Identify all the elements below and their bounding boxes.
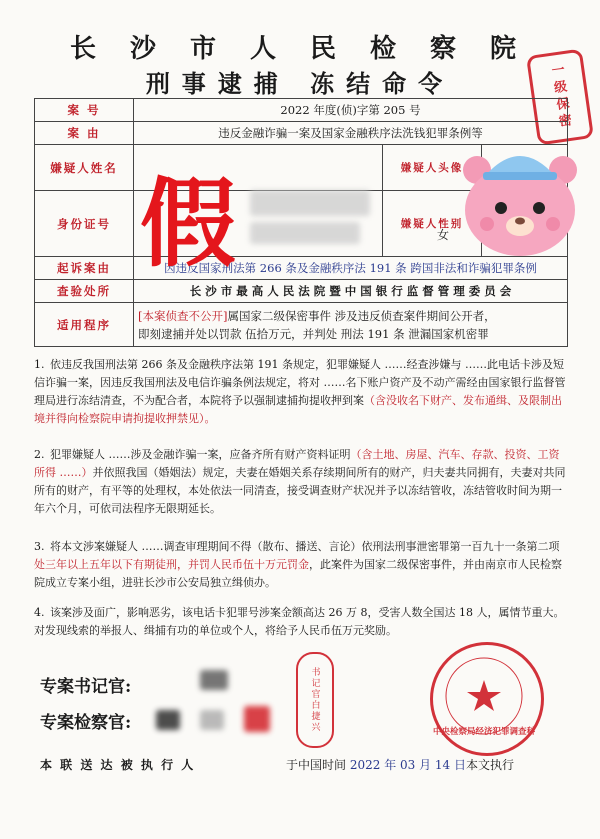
- document-title: 长沙市人民检察院: [69, 34, 550, 64]
- seal-text: 中央检察局经济犯罪调查科: [433, 727, 536, 737]
- redaction-prosecutor-sig-2: [200, 710, 224, 730]
- footer-date: 2022 年 03 月 14 日: [349, 758, 466, 772]
- paragraph-3-red: 处三年以上五年以下有期徒刑，并罚人民币伍十万元罚金: [34, 558, 309, 571]
- paragraph-2: [34, 446, 566, 518]
- paragraph-3-text: 将本文涉案嫌疑人 ……调查审理期间不得（散布、播送、言论）依刑法刑事泄密罪第一百九十一条第二项: [50, 540, 560, 553]
- procedure-value: [134, 303, 568, 347]
- redaction-clerk-sig: [200, 670, 228, 690]
- redaction-id: [250, 222, 360, 244]
- paragraph-2-red: （含土地、房屋、汽车、存款、投资、工资所得 ……）: [34, 448, 560, 479]
- paragraph-3-num: 3.: [34, 540, 45, 553]
- paragraph-4-num: 4.: [34, 606, 45, 619]
- case-no-label: 案 号: [35, 99, 134, 122]
- paragraph-4: [34, 604, 566, 640]
- paragraph-1-text: 依违反我国刑法第 266 条及金融秩序法第 191 条规定，犯罪嫌疑人 ……经查涉嫌与 ……此电话卡涉及短信诈骗一案，因违反我国刑法及电信诈骗条例法规定，将对 ……名下账户资产及不动产需经由国家银行监督管理局进行冻结清查，不为配合者，本院将予以强制逮捕拘提收押到案: [34, 358, 566, 407]
- bear-sticker-icon: [455, 132, 585, 262]
- paragraph-4-text: 该案涉及面广，影响恶劣，该电话卡犯罪号涉案金额高达 26 万 8，受害人数全国达 18 人，属情节重大。对发现线索的举报人、缉捕有功的单位或个人，将给予人民币伍万元奖励。: [34, 606, 565, 637]
- charge-value: 因违反国家刑法第 266 条及金融秩序法 191 条 跨国非法和诈骗犯罪条例: [134, 257, 568, 280]
- footer-left: 本 联 送 达 被 执 行 人: [40, 758, 196, 772]
- office-label: 查验处所: [35, 280, 134, 303]
- suspect-avatar-label: 嫌疑人头像: [383, 145, 482, 191]
- clerk-label: 专案书记官:: [40, 677, 132, 697]
- redaction-prosecutor-sig-1: [156, 710, 180, 730]
- cause-value: 违反金融诈骗一案及国家金融秩序法洗钱犯罪条例等: [134, 122, 568, 145]
- paragraph-1-red-tail: （含没收名下财产、发布通缉、及限制出境并得向检察院申请拘提收押禁见）。: [34, 394, 562, 425]
- procedure-label: 适用程序: [35, 303, 134, 347]
- case-no-value: 2022 年度(侦)字第 205 号: [134, 99, 568, 122]
- procedure-red-text: [本案侦查不公开]: [138, 308, 228, 323]
- procedure-text-1: 属国家二级保密事件 涉及违反侦查案件期间公开者，: [227, 308, 496, 323]
- footer-right-3: 本文执行: [466, 758, 515, 772]
- office-value: 长 沙 市 最 高 人 民 法 院 暨 中 国 银 行 监 督 管 理 委 员 会: [134, 280, 568, 303]
- paragraph-1: [34, 356, 566, 428]
- paragraph-1-num: 1.: [34, 358, 45, 371]
- procedure-text-2: 即刻逮捕并处以罚款 伍拾万元，并判处 刑法 191 条 泄漏国家机密罪: [138, 326, 489, 341]
- redaction-name: [250, 190, 370, 216]
- official-round-seal: [430, 642, 544, 756]
- redaction-prosecutor-sig-3: [244, 706, 270, 732]
- paragraph-3: [34, 538, 566, 592]
- paragraph-2-text2: 并依照我国（婚姻法）规定，夫妻在婚姻关系存续期间所有的财产，归夫妻共同拥有，夫妻对共同所有的财产，有平等的处理权，本处依法一同清查，接受调查财产状况并予以冻结管收，冻结管收时间为期一年六个月，可依司法程序无限期延长。: [34, 466, 566, 515]
- cause-label: 案 由: [35, 122, 134, 145]
- paragraph-2-text: 犯罪嫌疑人 ……涉及金融诈骗一案，应备齐所有财产资料证明: [50, 448, 351, 461]
- paragraph-2-num: 2.: [34, 448, 45, 461]
- corner-stamp-text: 一级保密: [547, 62, 573, 132]
- clerk-seal: [296, 652, 334, 748]
- prosecutor-label: 专案检察官:: [40, 713, 132, 733]
- footer-right: [286, 756, 514, 773]
- clerk-seal-text: 书记官白捷兴: [309, 667, 320, 733]
- suspect-name-label: 嫌疑人姓名: [35, 145, 134, 191]
- gender-value: 女: [437, 228, 450, 242]
- charge-label: 起诉案由: [35, 257, 134, 280]
- id-label: 身份证号: [35, 191, 134, 257]
- footer-right-1: 于中国时间: [286, 758, 347, 772]
- fake-watermark: 假: [140, 168, 236, 280]
- document-subtitle: 刑事逮捕 冻结命令: [145, 69, 455, 98]
- paragraph-3-text2: ，此案件为国家二级保密事件，并由南京市人民检察院成立专案小组，进驻长沙市公安局独立缉侦办。: [34, 558, 562, 589]
- gender-label-text: 嫌疑人性别: [400, 218, 464, 230]
